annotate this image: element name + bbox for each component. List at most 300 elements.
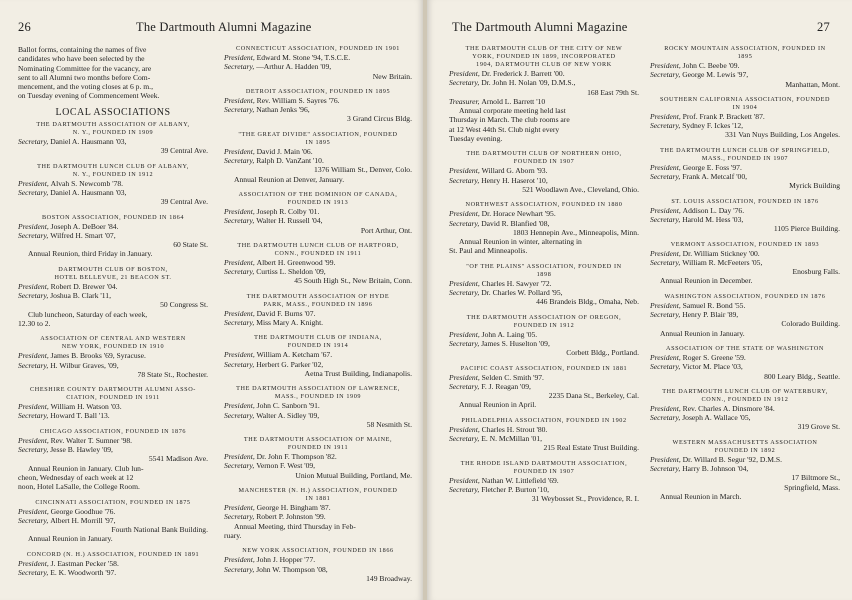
officer-name: Miss Mary A. Knight. [256, 318, 324, 328]
officer-role: President, [650, 162, 683, 172]
entry-line [18, 370, 208, 379]
entry-line [224, 156, 412, 165]
officer-role: President, [18, 402, 51, 412]
entry-detail: cheon, Wednesday of each week at 12 [18, 472, 134, 482]
entry-detail: 168 East 79th St. [587, 87, 639, 97]
officer-role: Secretary, [18, 411, 51, 421]
officer-role: Secretary, [650, 310, 683, 320]
officer-name: Arnold L. Barrett '10 [481, 96, 546, 106]
intro-line: sent to all Alumni two months before Com- [18, 72, 151, 82]
entry-detail: Springfield, Mass. [784, 482, 840, 492]
officer-name: George E. Foss '97. [682, 162, 742, 172]
entry-line [224, 216, 412, 225]
entry-line [650, 413, 840, 422]
officer-role: President, [650, 205, 683, 215]
entry-detail: Annual Reunion in winter, alternating in [459, 237, 582, 247]
entry-detail: Annual Reunion in January. Club lun- [28, 463, 144, 473]
entry-line [650, 473, 840, 482]
entry-line [224, 401, 412, 410]
entry-line [449, 88, 639, 97]
officer-role: President, [449, 166, 482, 176]
officer-name: William R. McFeeters '05, [682, 257, 763, 267]
association-entry [18, 499, 208, 544]
association-entry [224, 293, 412, 328]
officer-name: Walter H. Russell '04, [256, 216, 323, 226]
officer-name: Dr. Horace Newhart '95. [481, 209, 556, 219]
officer-role: President, [18, 435, 51, 445]
officer-role: Secretary, [224, 359, 257, 369]
association-heading: "THE GREAT DIVIDE" ASSOCIATION, FOUNDED [238, 130, 398, 138]
officer-role: President, [650, 403, 683, 413]
officer-name: Victor M. Place '03, [682, 362, 743, 372]
officer-name: Ralph D. VanZant '10. [256, 156, 324, 166]
entry-line [224, 96, 412, 105]
officer-role: Secretary, [650, 172, 683, 182]
association-entry [449, 45, 639, 143]
association-entry [449, 201, 639, 255]
entry-line [224, 72, 412, 81]
entry-line [18, 411, 208, 420]
association-heading: THE DARTMOUTH LUNCH CLUB OF SPRINGFIELD, [660, 146, 830, 154]
entry-detail: Aetna Trust Building, Indianapolis. [304, 368, 412, 378]
officer-role: President, [224, 350, 257, 360]
officer-name: Nathan Jenks '96, [256, 105, 310, 115]
association-entry [224, 88, 412, 124]
officer-role: President, [18, 351, 51, 361]
entry-line [224, 165, 412, 174]
association-heading: WASHINGTON ASSOCIATION, FOUNDED IN 1876 [664, 292, 826, 300]
officer-name: Curtiss L. Sheldon '09, [256, 267, 326, 277]
officer-name: Harold M. Hess '03, [682, 214, 744, 224]
entry-line [449, 330, 639, 339]
officer-role: President, [449, 278, 482, 288]
entry-line [449, 69, 639, 78]
entry-line [449, 339, 639, 348]
officer-role: Secretary, [18, 445, 51, 455]
officer-role: President, [650, 352, 683, 362]
left-page-column-2 [224, 45, 412, 590]
entry-line [650, 404, 840, 413]
entry-detail: 1803 Hennepin Ave., Minneapolis, Minn. [513, 227, 639, 237]
officer-name: J. Eastman Pecker '58. [50, 558, 119, 568]
officer-name: Fletcher P. Burton '10, [481, 484, 550, 494]
association-heading: CONN., FOUNDED IN 1912 [701, 395, 789, 403]
association-heading: CONNECTICUT ASSOCIATION, FOUNDED IN 1901 [236, 45, 400, 52]
officer-role: Secretary, [18, 567, 51, 577]
officer-name: John A. Laing '05. [481, 329, 538, 339]
entry-line [650, 483, 840, 492]
officer-name: E. K. Woodworth '97. [50, 567, 117, 577]
officer-name: Henry P. Blair '89, [682, 310, 739, 320]
entry-line [18, 249, 208, 258]
association-heading: IN 1881 [305, 495, 331, 503]
intro-line: mencement, and the voting closes at 6 p. m., [18, 82, 153, 92]
entry-detail: 50 Congress St. [160, 300, 208, 310]
entry-line [650, 329, 840, 338]
association-heading: THE DARTMOUTH ASSOCIATION OF ALBANY, [36, 121, 190, 129]
entry-line [18, 282, 208, 291]
entry-detail: Annual Reunion in April. [459, 400, 537, 410]
officer-name: Jesse B. Hawley '09, [50, 445, 113, 455]
officer-name: E. N. McMillan '01, [481, 434, 543, 444]
entry-line [449, 494, 639, 503]
entry-line [449, 125, 639, 134]
entry-line [650, 224, 840, 233]
entry-detail: Annual Reunion in January. [28, 534, 113, 544]
entry-line [650, 310, 840, 319]
association-heading: NORTHWEST ASSOCIATION, FOUNDED IN 1880 [465, 201, 623, 209]
entry-line [449, 476, 639, 485]
officer-role: Secretary, [224, 512, 257, 522]
entry-line [650, 258, 840, 267]
association-heading: ROCKY MOUNTAIN ASSOCIATION, FOUNDED IN [664, 45, 826, 52]
entry-line [18, 351, 208, 360]
entry-line [650, 372, 840, 381]
entry-line [224, 175, 412, 184]
entry-line [650, 181, 840, 190]
association-heading: ST. LOUIS ASSOCIATION, FOUNDED IN 1876 [671, 197, 819, 205]
officer-name: Edward M. Stone '94, T.S.C.E. [256, 53, 351, 62]
association-heading: THE DARTMOUTH CLUB OF INDIANA, [254, 334, 382, 342]
association-heading: CHICAGO ASSOCIATION, FOUNDED IN 1876 [39, 427, 187, 435]
entry-line [18, 559, 208, 568]
entry-detail: Annual Reunion in January. [660, 328, 745, 338]
association-entry [650, 96, 840, 140]
association-entry [18, 386, 208, 421]
association-heading: PARK, MASS., FOUNDED IN 1896 [263, 300, 373, 308]
page-number: 26 [18, 20, 31, 34]
entry-detail: 2235 Dana St., Berkeley, Cal. [548, 391, 639, 401]
entry-line [449, 297, 639, 306]
entry-line [449, 78, 639, 87]
entry-line [18, 222, 208, 231]
left-page [0, 0, 423, 600]
entry-detail: Manhattan, Mont. [785, 79, 840, 89]
officer-role: Secretary, [650, 257, 683, 267]
officer-name: John C. Sanborn '91. [256, 401, 320, 411]
entry-line [224, 452, 412, 461]
association-entry [650, 345, 840, 381]
officer-name: Joshua B. Clark '11, [50, 291, 111, 301]
entry-detail: Tuesday evening. [449, 134, 503, 144]
association-heading: "OF THE PLAINS" ASSOCIATION, FOUNDED IN [466, 262, 622, 270]
left-page-column-1 [18, 45, 208, 584]
entry-line [449, 425, 639, 434]
entry-line [650, 362, 840, 371]
entry-detail: Annual Reunion in December. [660, 276, 753, 286]
entry-line [449, 288, 639, 297]
association-entry [224, 436, 412, 480]
entry-line [224, 309, 412, 318]
association-heading: ASSOCIATION OF THE STATE OF WASHINGTON [666, 344, 824, 352]
association-entry [224, 487, 412, 540]
entry-detail: Myrick Building [789, 181, 840, 191]
entry-line [18, 534, 208, 543]
officer-name: David R. Blanfied '08, [481, 218, 550, 228]
entry-line [650, 455, 840, 464]
officer-name: John W. Thompson '08, [256, 564, 328, 574]
officer-role: Secretary, [224, 410, 257, 420]
officer-name: Robert P. Johnston '99. [256, 512, 326, 522]
officer-name: Dr. Frederick J. Barrett '00. [481, 69, 565, 78]
entry-detail: Annual Reunion, third Friday in January. [28, 249, 153, 259]
entry-line [18, 137, 208, 146]
officer-name: Rev. Charles A. Dinsmore '84. [682, 403, 775, 413]
association-entry [650, 147, 840, 191]
entry-line [224, 147, 412, 156]
officer-role: President, [449, 329, 482, 339]
entry-line [650, 267, 840, 276]
officer-name: Prof. Frank P. Brackett '87. [682, 111, 765, 121]
entry-line [18, 188, 208, 197]
officer-role: President, [224, 206, 257, 216]
entry-detail: Union Mutual Building, Portland, Me. [295, 470, 412, 480]
entry-line [449, 348, 639, 357]
association-heading: THE DARTMOUTH ASSOCIATION OF OREGON, [466, 313, 622, 321]
entry-line [650, 61, 840, 70]
entry-line [449, 115, 639, 124]
association-entry [18, 214, 208, 259]
entry-detail: Fourth National Bank Building. [111, 525, 208, 535]
association-entry [650, 45, 840, 89]
officer-role: Secretary, [224, 156, 257, 166]
association-heading: NEW YORK ASSOCIATION, FOUNDED IN 1866 [242, 547, 394, 555]
entry-detail: Annual corporate meeting held last [459, 106, 566, 116]
association-heading: FOUNDED IN 1907 [513, 158, 575, 166]
left-page-header [0, 20, 423, 36]
officer-name: Albert H. Greenwood '99. [256, 257, 336, 267]
entry-line [224, 471, 412, 480]
association-heading: FOUNDED IN 1913 [287, 198, 349, 206]
association-heading: FOUNDED IN 1914 [287, 342, 349, 350]
officer-role: President, [224, 257, 257, 267]
officer-role: Treasurer, [449, 96, 482, 106]
running-title: The Dartmouth Alumni Magazine [136, 20, 312, 34]
entry-line [650, 130, 840, 139]
officer-role: President, [224, 53, 257, 62]
association-heading: CHESHIRE COUNTY DARTMOUTH ALUMNI ASSO- [30, 386, 196, 394]
entry-detail: 319 Grove St. [797, 422, 840, 432]
entry-detail: Annual Reunion in March. [660, 491, 742, 501]
officer-name: Daniel A. Hausmann '03, [50, 137, 127, 147]
association-entry [224, 547, 412, 583]
association-heading: THE DARTMOUTH ASSOCIATION OF LAWRENCE, [236, 385, 400, 393]
entry-line [18, 240, 208, 249]
association-heading: VERMONT ASSOCIATION, FOUNDED IN 1893 [670, 240, 820, 248]
officer-name: H. Wilbur Graves, '09, [50, 360, 119, 370]
entry-line [224, 512, 412, 521]
association-entry [18, 428, 208, 492]
officer-name: Wilfred H. Smart '07, [50, 230, 116, 240]
entry-line [224, 318, 412, 327]
association-heading: MANCHESTER (N. H.) ASSOCIATION, FOUNDED [238, 487, 398, 495]
entry-detail: 215 Real Estate Trust Building. [543, 443, 639, 453]
officer-role: President, [650, 248, 683, 258]
entry-detail: noon, Hotel LaSalle, the College Room. [18, 482, 140, 492]
association-entry [224, 45, 412, 81]
entry-detail: 800 Leary Bldg., Seattle. [764, 371, 840, 381]
association-entry [224, 242, 412, 286]
officer-role: President, [650, 61, 683, 70]
officer-role: President, [449, 209, 482, 219]
officer-name: George H. Bingham '87. [256, 503, 331, 513]
association-heading: DARTMOUTH CLUB OF BOSTON, [58, 265, 168, 273]
officer-name: Walter A. Sidley '09, [256, 410, 320, 420]
officer-name: Howard T. Ball '13. [50, 411, 110, 421]
entry-line [650, 206, 840, 215]
association-entry [18, 121, 208, 156]
entry-line [650, 319, 840, 328]
entry-line [449, 176, 639, 185]
entry-line [224, 258, 412, 267]
association-heading: FOUNDED IN 1892 [714, 446, 776, 454]
entry-line [650, 112, 840, 121]
officer-name: Vernon F. West '09, [256, 461, 316, 471]
association-heading: HOTEL BELLEVUE, 21 BEACON ST. [54, 273, 172, 281]
entry-line [449, 237, 639, 246]
officer-role: Secretary, [18, 137, 51, 147]
entry-line [650, 172, 840, 181]
intro-paragraph [18, 45, 208, 101]
entry-line [18, 464, 208, 473]
officer-name: —Arthur A. Hadden '09, [256, 62, 332, 72]
association-heading: FOUNDED IN 1907 [513, 467, 575, 475]
officer-role: Secretary, [224, 105, 257, 115]
officer-role: Secretary, [18, 360, 51, 370]
officer-name: Joseph A. DeBoer '84. [50, 221, 119, 231]
officer-name: Addison L. Day '76. [682, 205, 745, 215]
officer-role: President, [18, 178, 51, 188]
entry-line [224, 531, 412, 540]
officer-name: William H. Watson '03. [50, 402, 122, 412]
officer-role: Secretary, [650, 121, 683, 131]
entry-detail: New Britain. [372, 71, 412, 81]
association-heading: FOUNDED IN 1912 [513, 321, 575, 329]
entry-line [650, 215, 840, 224]
officer-role: Secretary, [18, 187, 51, 197]
entry-line [449, 185, 639, 194]
association-heading: THE DARTMOUTH ASSOCIATION OF MAINE, [243, 436, 393, 444]
officer-role: President, [449, 475, 482, 485]
association-entry [449, 263, 639, 307]
entry-detail: 17 Biltmore St., [791, 473, 840, 483]
entry-line [449, 279, 639, 288]
entry-line [449, 246, 639, 255]
entry-line [18, 291, 208, 300]
officer-role: President, [224, 308, 257, 318]
officer-role: Secretary, [449, 484, 482, 494]
association-heading: 1904, DARTMOUTH CLUB OF NEW YORK [476, 61, 612, 68]
entry-line [18, 319, 208, 328]
officer-name: William A. Ketcham '67. [256, 350, 333, 360]
officer-role: Secretary, [650, 464, 683, 474]
association-entry [224, 191, 412, 235]
right-page-column-2 [650, 45, 840, 508]
intro-line: Nominating Committee for the vacancy, are [18, 63, 152, 73]
officer-role: President, [224, 503, 257, 513]
entry-line [18, 197, 208, 206]
entry-line [18, 231, 208, 240]
entry-line [650, 301, 840, 310]
officer-name: Henry H. Haserot '10, [481, 175, 548, 185]
officer-role: Secretary, [650, 413, 683, 423]
officer-role: Secretary, [449, 175, 482, 185]
entry-detail: 331 Van Nuys Building, Los Angeles. [725, 130, 840, 140]
association-heading: MASS., FOUNDED IN 1909 [274, 393, 362, 401]
entry-line [449, 443, 639, 452]
officer-name: Dr. William Stickney '00. [682, 248, 760, 258]
association-heading: DETROIT ASSOCIATION, FOUNDED IN 1895 [245, 87, 391, 95]
entry-line [18, 525, 208, 534]
association-heading: PACIFIC COAST ASSOCIATION, FOUNDED IN 1881 [460, 364, 628, 372]
entry-line [650, 353, 840, 362]
officer-role: President, [650, 300, 683, 310]
association-heading: NEW YORK, FOUNDED IN 1910 [61, 343, 165, 351]
entry-line [18, 436, 208, 445]
association-heading: N. Y., FOUNDED IN 1912 [72, 170, 154, 178]
association-entry [224, 385, 412, 429]
entry-detail: 3 Grand Circus Bldg. [347, 114, 412, 124]
association-entry [449, 417, 639, 453]
association-heading: MASS., FOUNDED IN 1907 [701, 154, 789, 162]
association-entry [449, 460, 639, 504]
entry-line [449, 373, 639, 382]
entry-line [224, 267, 412, 276]
officer-role: President, [224, 146, 257, 156]
officer-name: Herbert G. Parker '02, [256, 359, 324, 369]
entry-line [650, 80, 840, 89]
entry-line [224, 565, 412, 574]
officer-name: Frank A. Metcalf '00, [682, 172, 748, 182]
entry-detail: 12.30 to 2. [18, 318, 51, 328]
officer-role: President, [18, 558, 51, 568]
entry-line [449, 106, 639, 115]
officer-name: Alvah S. Newcomb '78. [50, 178, 124, 188]
entry-detail: at 12 West 44th St. Club night every [449, 124, 560, 134]
association-entry [449, 314, 639, 358]
officer-role: Secretary, [224, 318, 257, 328]
officer-role: Secretary, [224, 216, 257, 226]
entry-detail: Colorado Building. [781, 319, 840, 329]
entry-line [224, 276, 412, 285]
association-entry [650, 388, 840, 432]
entry-line [224, 62, 412, 71]
association-entry [650, 198, 840, 234]
officer-name: Rev. Walter T. Sumner '98. [50, 435, 133, 445]
officer-name: George Goodhue '76. [50, 506, 116, 516]
officer-name: David J. Main '06. [256, 146, 313, 156]
entry-line [18, 482, 208, 491]
officer-name: Dr. Willard B. Segur '92, D.M.S. [682, 454, 783, 464]
officer-role: President, [18, 506, 51, 516]
officer-name: Sydney F. Ickes '12, [682, 121, 744, 131]
entry-line [224, 350, 412, 359]
entry-line [224, 503, 412, 512]
officer-name: Samuel R. Bond '55. [682, 300, 746, 310]
entry-line [224, 369, 412, 378]
officer-name: Dr. John H. Nolan '09, D.M.S., [481, 78, 576, 88]
entry-detail: 521 Woodlawn Ave., Cleveland, Ohio. [522, 184, 639, 194]
association-entry [449, 150, 639, 194]
officer-role: Secretary, [224, 564, 257, 574]
entry-line [449, 219, 639, 228]
entry-detail: 60 State St. [173, 240, 208, 250]
entry-line [650, 249, 840, 258]
entry-line [18, 179, 208, 188]
page-number: 27 [817, 20, 830, 34]
section-title: LOCAL ASSOCIATIONS [55, 106, 171, 118]
officer-name: Dr. John F. Thompson '82. [256, 452, 337, 462]
